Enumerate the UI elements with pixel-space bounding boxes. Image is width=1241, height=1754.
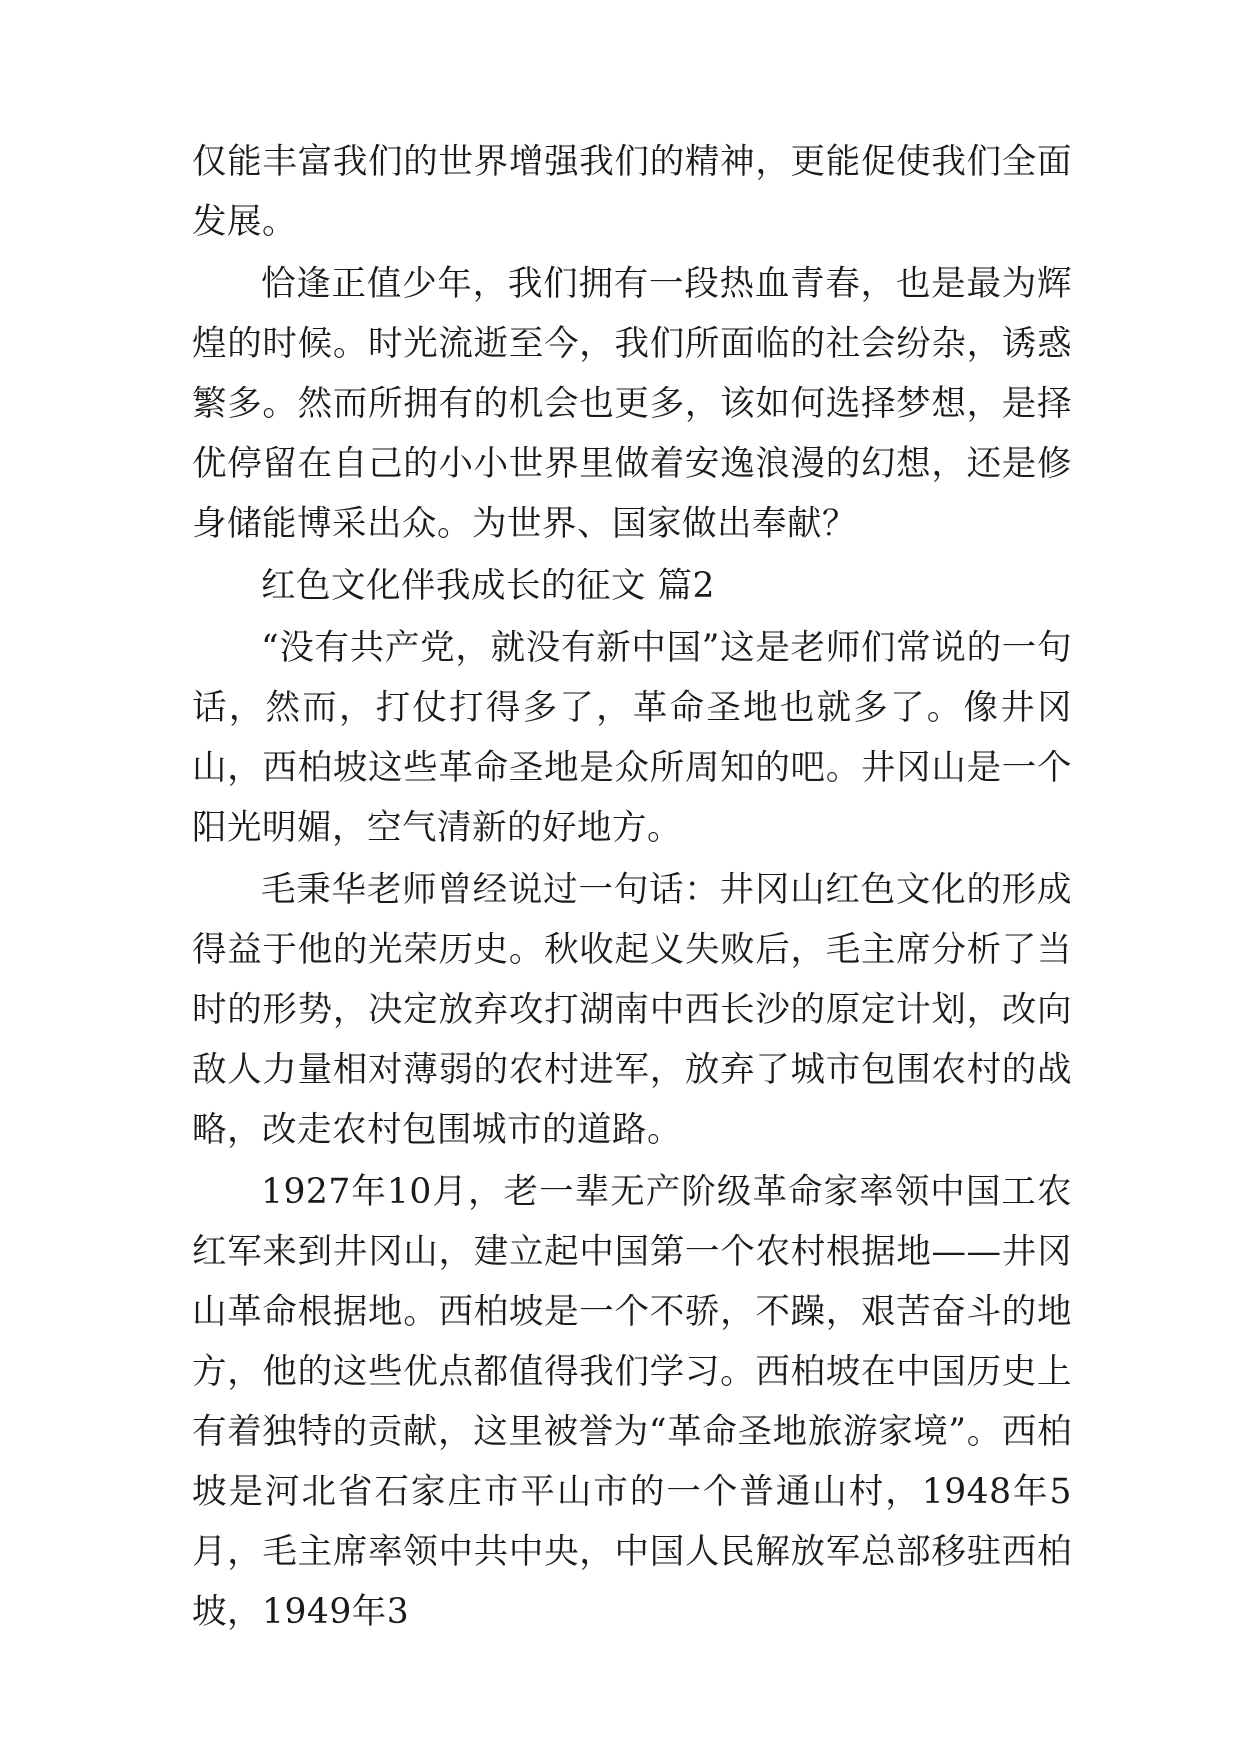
paragraph-communist-party: “没有共产党，就没有新中国”这是老师们常说的一句话，然而，打仗打得多了，革命圣地也就多了。像井冈山，西柏坡这些革命圣地是众所周知的吧。井冈山是一个阳光明媚，空气清新的好地方。	[192, 628, 1072, 848]
section-heading: 红色文化伴我成长的征文 篇2	[261, 566, 715, 606]
paragraph-1927: 1927年10月，老一辈无产阶级革命家率领中国工农红军来到井冈山，建立起中国第一个农村根据地——井冈山革命根据地。西柏坡是一个不骄，不躁，艰苦奋斗的地方，他的这些优点都值得我们学习。西柏坡在中国历史上有着独特的贡献，这里被誉为“革命圣地旅游家境”。西柏坡是河北省石家庄市平山市的一个普通山村，1948年5月，毛主席率领中共中央，中国人民解放军总部移驻西柏坡，1949年3	[192, 1172, 1072, 1632]
paragraph-youth: 恰逢正值少年，我们拥有一段热血青春，也是最为辉煌的时候。时光流逝至今，我们所面临的社会纷杂，诱惑繁多。然而所拥有的机会也更多，该如何选择梦想，是择优停留在自己的小小世界里做着安逸浪漫的幻想，还是修身储能博采出众。为世界、国家做出奉献？	[192, 264, 1072, 544]
paragraph-mao-binghua: 毛秉华老师曾经说过一句话：井冈山红色文化的形成得益于他的光荣历史。秋收起义失败后，毛主席分析了当时的形势，决定放弃攻打湖南中西长沙的原定计划，改向敌人力量相对薄弱的农村进军，放弃了城市包围农村的战略，改走农村包围城市的道路。	[192, 870, 1072, 1150]
document-page	[192, 132, 1072, 1644]
paragraph-continuation: 仅能丰富我们的世界增强我们的精神，更能促使我们全面发展。	[192, 142, 1072, 242]
